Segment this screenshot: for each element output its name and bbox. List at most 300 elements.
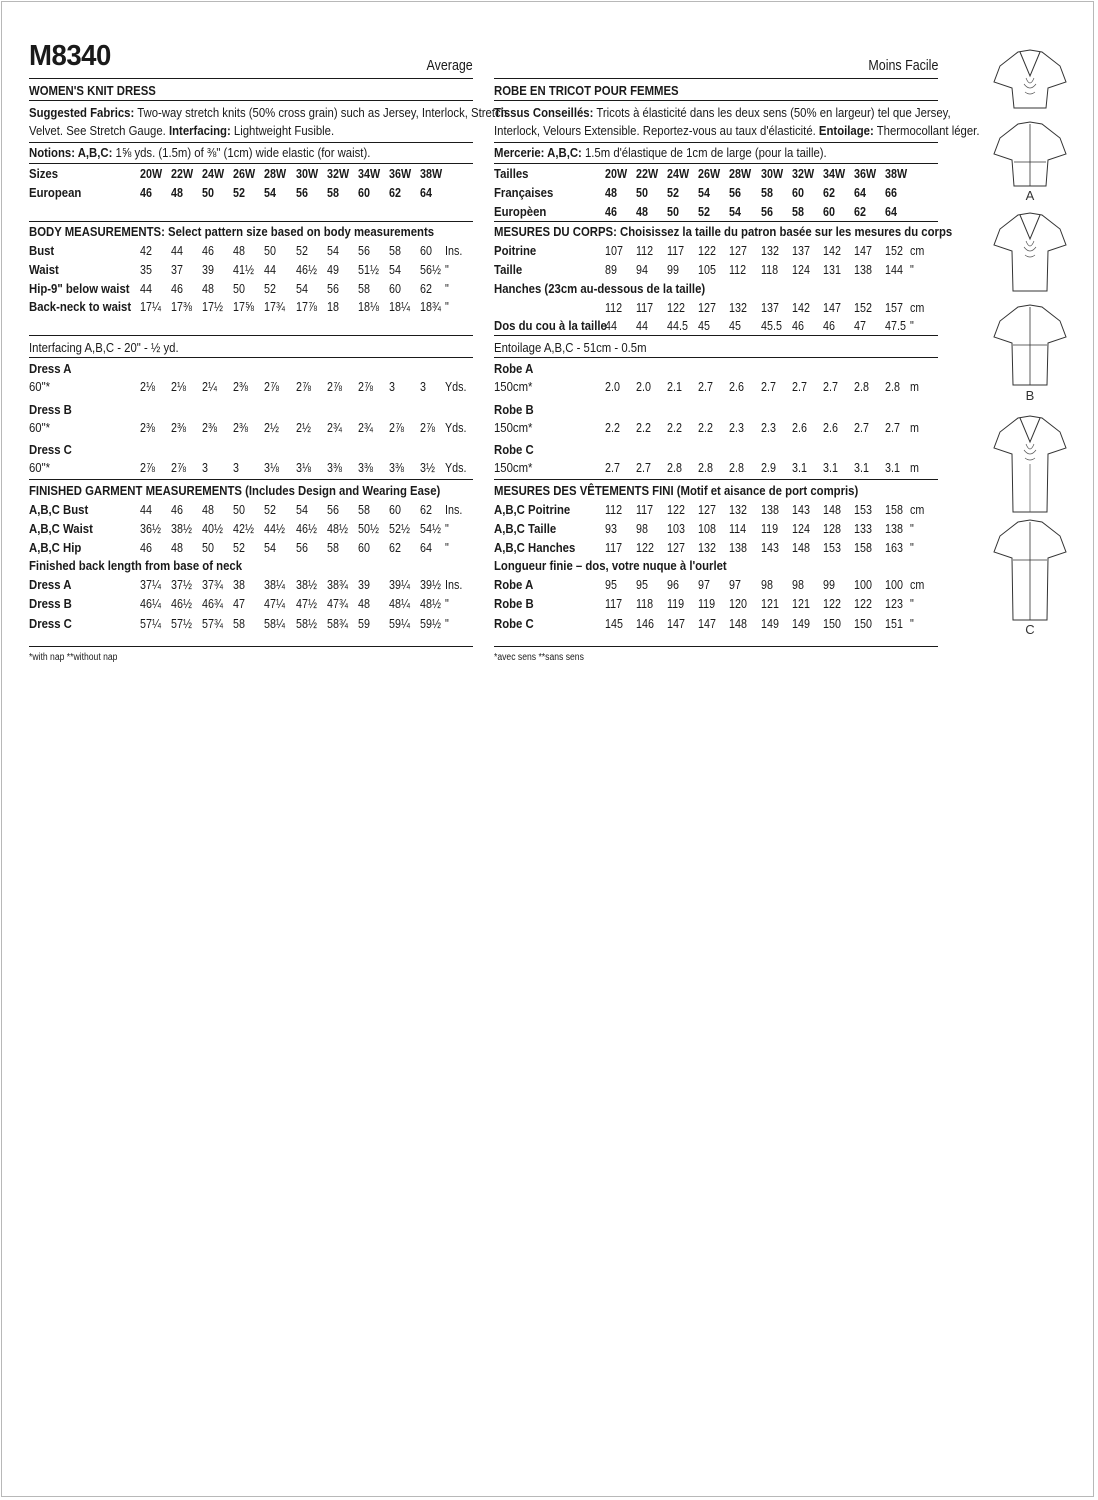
unit-label: " xyxy=(445,615,449,631)
fabric-width: 60"* xyxy=(29,379,51,394)
view-a-front-sketch xyxy=(990,48,1070,110)
unit-label: " xyxy=(445,539,449,555)
value-cell: 148 xyxy=(791,539,810,555)
value-cell: 2⅜ xyxy=(233,379,249,394)
value-cell: 60 xyxy=(419,243,432,258)
back-length-title: Finished back length from base of neck xyxy=(29,558,243,573)
value-cell: 46 xyxy=(202,243,215,258)
value-cell: 59½ xyxy=(419,615,441,631)
value-cell: 62 xyxy=(388,539,401,555)
value-cell: 112 xyxy=(636,243,654,258)
view-b-back-sketch xyxy=(990,303,1070,387)
notions-line xyxy=(29,143,370,162)
value-cell: 46¾ xyxy=(202,596,224,612)
value-cell: 144 xyxy=(884,261,903,277)
hip-label-fr: Hanches (23cm au-dessous de la taille) xyxy=(494,281,706,296)
fabrics-line-1 xyxy=(29,103,507,122)
value-cell: 122 xyxy=(636,539,655,555)
interfacing-value-fr: Thermocollant léger. xyxy=(876,123,980,138)
value-cell: 2.9 xyxy=(760,460,776,475)
unit-label: Yds. xyxy=(445,379,467,394)
unit-label: " xyxy=(445,596,449,612)
value-cell: 54 xyxy=(698,185,711,200)
value-cell: 132 xyxy=(760,243,779,258)
value-cell: 99 xyxy=(822,577,835,592)
value-cell: 152 xyxy=(884,243,903,258)
value-cell: 142 xyxy=(822,243,841,258)
value-cell: 45.5 xyxy=(760,318,782,333)
value-cell: 153 xyxy=(853,502,872,517)
value-cell: 2¼ xyxy=(202,379,218,394)
value-cell: 34W xyxy=(357,166,380,181)
value-cell: 38W xyxy=(419,166,442,181)
unit-label: m xyxy=(910,419,919,435)
unit-label: cm xyxy=(910,243,925,258)
value-cell: 131 xyxy=(822,261,841,277)
finished-title: FINISHED GARMENT MEASUREMENTS (Includes Design and Wearing Ease) xyxy=(29,483,441,498)
row-label: Robe A xyxy=(494,577,534,592)
value-cell: 64 xyxy=(853,185,866,200)
fabrics-line-2-fr xyxy=(494,121,979,140)
interfacing-label-fr: Entoilage: xyxy=(818,123,874,138)
value-cell: 121 xyxy=(791,596,810,612)
value-cell: 58 xyxy=(326,539,339,555)
value-cell: 60 xyxy=(388,280,401,296)
value-cell: 2.7 xyxy=(853,419,869,435)
value-cell: 47¾ xyxy=(326,596,348,612)
dress-label: Dress C xyxy=(29,442,72,457)
dress-label: Robe B xyxy=(494,401,534,417)
value-cell: 147 xyxy=(667,615,686,631)
row-label: Poitrine xyxy=(494,243,537,258)
value-cell: 46 xyxy=(822,318,835,333)
footnote: *with nap **without nap xyxy=(29,652,118,663)
value-cell: 42½ xyxy=(233,520,255,536)
value-cell: 108 xyxy=(698,520,717,536)
unit-label: Yds. xyxy=(445,419,467,435)
value-cell: 122 xyxy=(853,596,872,612)
value-cell: 137 xyxy=(760,300,779,315)
fabrics-text-2: Velvet. See Stretch Gauge. xyxy=(29,123,166,138)
dress-label: Robe C xyxy=(494,442,534,457)
value-cell: 149 xyxy=(791,615,810,631)
divider xyxy=(494,100,938,101)
notions-value-fr: 1.5m d'élastique de 1cm de large (pour la taille). xyxy=(584,145,827,160)
value-cell: 2⅜ xyxy=(233,419,249,435)
value-cell: 137 xyxy=(791,243,810,258)
value-cell: 119 xyxy=(698,596,716,612)
view-label-b: B xyxy=(1025,388,1035,403)
value-cell: 3⅛ xyxy=(264,460,280,475)
view-a-back-sketch xyxy=(990,120,1070,188)
value-cell: 2.2 xyxy=(667,419,683,435)
row-label: Dress B xyxy=(29,596,72,612)
value-cell: 46 xyxy=(791,318,804,333)
view-c-back-sketch xyxy=(990,518,1070,622)
value-cell: 56 xyxy=(357,243,370,258)
value-cell: 20W xyxy=(605,166,628,181)
fabrics-text-2-fr: Interlock, Velours Extensible. Reportez-vous au taux d'élasticité. xyxy=(494,123,816,138)
value-cell: 62 xyxy=(853,204,866,219)
value-cell: 3⅛ xyxy=(295,460,311,475)
value-cell: 44 xyxy=(171,243,184,258)
value-cell: 46½ xyxy=(171,596,193,612)
value-cell: 58 xyxy=(388,243,401,258)
value-cell: 158 xyxy=(884,502,903,517)
value-cell: 56½ xyxy=(419,261,441,277)
value-cell: 17½ xyxy=(202,299,224,315)
value-cell: 51½ xyxy=(357,261,379,277)
value-cell: 46 xyxy=(171,280,184,296)
back-length-title-fr: Longueur finie – dos, votre nuque à l'ourlet xyxy=(494,558,727,573)
value-cell: 52 xyxy=(295,243,308,258)
value-cell: 48 xyxy=(171,185,184,200)
value-cell: 99 xyxy=(667,261,680,277)
value-cell: 132 xyxy=(698,539,717,555)
value-cell: 2.8 xyxy=(698,460,714,475)
value-cell: 48 xyxy=(605,185,617,200)
value-cell: 58 xyxy=(357,502,370,517)
value-cell: 46 xyxy=(140,185,152,200)
divider xyxy=(29,100,473,101)
value-cell: 2.8 xyxy=(667,460,683,475)
value-cell: 147 xyxy=(822,300,841,315)
divider xyxy=(29,335,473,336)
difficulty-level-fr: Moins Facile xyxy=(868,58,938,74)
unit-label: Yds. xyxy=(445,460,467,475)
value-cell: 151 xyxy=(884,615,903,631)
fabrics-text: Two-way stretch knits (50% cross grain) such as Jersey, Interlock, Stretch xyxy=(137,105,507,120)
value-cell: 132 xyxy=(729,502,748,517)
dress-label: Robe A xyxy=(494,361,534,376)
difficulty-level: Average xyxy=(426,58,473,74)
finished-title-fr: MESURES DES VÊTEMENTS FINI (Motif et aisance de port compris) xyxy=(494,483,859,498)
footnote-fr: *avec sens **sans sens xyxy=(494,652,584,663)
value-cell: 64 xyxy=(884,204,897,219)
value-cell: 97 xyxy=(729,577,742,592)
value-cell: 2.7 xyxy=(791,379,807,394)
value-cell: 2.7 xyxy=(636,460,652,475)
value-cell: 149 xyxy=(760,615,779,631)
value-cell: 39 xyxy=(202,261,215,277)
sizes-label: Sizes xyxy=(29,166,59,181)
value-cell: 2.7 xyxy=(884,419,900,435)
value-cell: 56 xyxy=(326,280,339,296)
value-cell: 2½ xyxy=(295,419,311,435)
value-cell: 122 xyxy=(667,300,686,315)
value-cell: 44 xyxy=(605,318,617,333)
value-cell: 38 xyxy=(233,577,246,592)
value-cell: 2.7 xyxy=(605,460,620,475)
value-cell: 2⅞ xyxy=(140,460,155,475)
value-cell: 2⅜ xyxy=(202,419,218,435)
section-title: WOMEN'S KNIT DRESS xyxy=(29,83,156,98)
value-cell: 127 xyxy=(698,300,717,315)
value-cell: 58 xyxy=(233,615,246,631)
value-cell: 52 xyxy=(233,185,246,200)
value-cell: 56 xyxy=(295,185,308,200)
value-cell: 2⅞ xyxy=(295,379,311,394)
value-cell: 3.1 xyxy=(853,460,869,475)
value-cell: 3.1 xyxy=(884,460,900,475)
value-cell: 2.7 xyxy=(822,379,838,394)
value-cell: 103 xyxy=(667,520,686,536)
value-cell: 56 xyxy=(760,204,773,219)
value-cell: 50 xyxy=(202,185,215,200)
value-cell: 2.7 xyxy=(760,379,776,394)
value-cell: 22W xyxy=(171,166,194,181)
value-cell: 98 xyxy=(791,577,804,592)
value-cell: 28W xyxy=(264,166,287,181)
value-cell: 112 xyxy=(605,502,623,517)
value-cell: 2.3 xyxy=(760,419,776,435)
value-cell: 2⅞ xyxy=(171,460,187,475)
value-cell: 58½ xyxy=(295,615,317,631)
row-label: A,B,C Hip xyxy=(29,539,82,555)
value-cell: 138 xyxy=(853,261,872,277)
value-cell: 148 xyxy=(729,615,748,631)
value-cell: 48 xyxy=(202,280,215,296)
value-cell: 44 xyxy=(140,502,152,517)
interfacing-value: Lightweight Fusible. xyxy=(233,123,335,138)
value-cell: 64 xyxy=(419,185,432,200)
value-cell: 138 xyxy=(729,539,748,555)
row-label: Bust xyxy=(29,243,55,258)
value-cell: 58 xyxy=(791,204,804,219)
value-cell: 44 xyxy=(264,261,277,277)
value-cell: 118 xyxy=(636,596,654,612)
value-cell: 143 xyxy=(791,502,810,517)
value-cell: 36W xyxy=(853,166,876,181)
value-cell: 122 xyxy=(667,502,686,517)
divider xyxy=(494,646,938,647)
value-cell: 2.0 xyxy=(636,379,652,394)
value-cell: 59 xyxy=(357,615,370,631)
fabric-width: 150cm* xyxy=(494,419,533,435)
value-cell: 147 xyxy=(698,615,717,631)
value-cell: 123 xyxy=(884,596,903,612)
value-cell: 37¼ xyxy=(140,577,161,592)
dress-label: Dress A xyxy=(29,361,72,376)
value-cell: 56 xyxy=(326,502,339,517)
value-cell: 60 xyxy=(357,185,370,200)
value-cell: 47 xyxy=(853,318,866,333)
value-cell: 3⅜ xyxy=(388,460,404,475)
value-cell: 37¾ xyxy=(202,577,224,592)
value-cell: 163 xyxy=(884,539,903,555)
value-cell: 52 xyxy=(233,539,246,555)
fabrics-line-1-fr xyxy=(494,103,951,122)
value-cell: 26W xyxy=(698,166,721,181)
value-cell: 47 xyxy=(233,596,246,612)
value-cell: 3⅜ xyxy=(326,460,342,475)
fabrics-label: Suggested Fabrics: xyxy=(29,105,135,120)
value-cell: 157 xyxy=(884,300,903,315)
value-cell: 38½ xyxy=(295,577,317,592)
value-cell: 132 xyxy=(729,300,748,315)
value-cell: 128 xyxy=(822,520,841,536)
unit-label: cm xyxy=(910,300,925,315)
value-cell: 2.6 xyxy=(791,419,807,435)
value-cell: 119 xyxy=(667,596,685,612)
value-cell: 46½ xyxy=(295,261,317,277)
value-cell: 42 xyxy=(140,243,152,258)
value-cell: 54½ xyxy=(419,520,441,536)
value-cell: 3 xyxy=(202,460,209,475)
value-cell: 46½ xyxy=(295,520,317,536)
value-cell: 17⅜ xyxy=(171,299,193,315)
value-cell: 105 xyxy=(698,261,717,277)
value-cell: 40½ xyxy=(202,520,224,536)
value-cell: 148 xyxy=(822,502,841,517)
value-cell: 2.7 xyxy=(698,379,714,394)
value-cell: 2.8 xyxy=(853,379,869,394)
value-cell: 18⅛ xyxy=(357,299,379,315)
value-cell: 39¼ xyxy=(388,577,410,592)
fabric-width: 60"* xyxy=(29,419,51,435)
value-cell: 45 xyxy=(729,318,742,333)
value-cell: 146 xyxy=(636,615,655,631)
value-cell: 17¾ xyxy=(264,299,286,315)
fabrics-label-fr: Tissus Conseillés: xyxy=(494,105,594,120)
value-cell: 2⅛ xyxy=(140,379,155,394)
value-cell: 38¾ xyxy=(326,577,348,592)
value-cell: 52½ xyxy=(388,520,410,536)
value-cell: 57½ xyxy=(171,615,193,631)
value-cell: 2.2 xyxy=(698,419,714,435)
value-cell: 119 xyxy=(760,520,778,536)
body-measurements-title: BODY MEASUREMENTS: Select pattern size based on body measurements xyxy=(29,224,435,239)
value-cell: 38¼ xyxy=(264,577,286,592)
unit-label: " xyxy=(910,318,914,333)
fabric-width: 150cm* xyxy=(494,460,533,475)
row-label: Waist xyxy=(29,261,59,277)
unit-label: " xyxy=(445,520,449,536)
unit-label: " xyxy=(910,539,914,555)
value-cell: 57¼ xyxy=(140,615,161,631)
back-neck-label-fr: Dos du cou à la taille xyxy=(494,318,607,333)
value-cell: 62 xyxy=(419,502,432,517)
value-cell: 2⅛ xyxy=(171,379,187,394)
value-cell: 152 xyxy=(853,300,872,315)
value-cell: 2⅞ xyxy=(326,379,342,394)
value-cell: 2⅞ xyxy=(419,419,435,435)
value-cell: 133 xyxy=(853,520,872,536)
unit-label: " xyxy=(445,261,449,277)
french-sizes-label: Françaises xyxy=(494,185,554,200)
value-cell: 117 xyxy=(667,243,685,258)
unit-label: " xyxy=(910,596,914,612)
value-cell: 35 xyxy=(140,261,152,277)
value-cell: 2⅞ xyxy=(264,379,280,394)
value-cell: 62 xyxy=(419,280,432,296)
value-cell: 54 xyxy=(388,261,401,277)
value-cell: 2⅞ xyxy=(388,419,404,435)
value-cell: 36½ xyxy=(140,520,161,536)
body-measurements-title-fr: MESURES DU CORPS: Choisissez la taille du patron basée sur les mesures du corps xyxy=(494,224,953,239)
unit-label: " xyxy=(910,520,914,536)
value-cell: 64 xyxy=(419,539,432,555)
value-cell: 95 xyxy=(605,577,617,592)
value-cell: 50 xyxy=(667,204,680,219)
value-cell: 45 xyxy=(698,318,711,333)
value-cell: 18¼ xyxy=(388,299,410,315)
value-cell: 48 xyxy=(202,502,215,517)
value-cell: 2⅜ xyxy=(140,419,155,435)
value-cell: 37½ xyxy=(171,577,193,592)
value-cell: 48½ xyxy=(326,520,348,536)
value-cell: 59¼ xyxy=(388,615,410,631)
divider xyxy=(29,357,473,358)
value-cell: 3 xyxy=(419,379,426,394)
value-cell: 2½ xyxy=(264,419,280,435)
value-cell: 50½ xyxy=(357,520,379,536)
pattern-code: M8340 xyxy=(29,40,111,72)
value-cell: 28W xyxy=(729,166,752,181)
row-label: A,B,C Poitrine xyxy=(494,502,571,517)
value-cell: 44 xyxy=(636,318,649,333)
interfacing-title: Interfacing A,B,C - 20" - ½ yd. xyxy=(29,340,179,355)
value-cell: 58 xyxy=(760,185,773,200)
value-cell: 50 xyxy=(636,185,649,200)
value-cell: 56 xyxy=(729,185,742,200)
value-cell: 50 xyxy=(264,243,277,258)
value-cell: 142 xyxy=(791,300,810,315)
value-cell: 24W xyxy=(202,166,225,181)
value-cell: 118 xyxy=(760,261,778,277)
value-cell: 24W xyxy=(667,166,690,181)
value-cell: 112 xyxy=(605,300,623,315)
value-cell: 124 xyxy=(791,520,810,536)
value-cell: 117 xyxy=(636,502,654,517)
view-b-front-sketch xyxy=(990,211,1070,293)
value-cell: 2.1 xyxy=(667,379,683,394)
value-cell: 18 xyxy=(326,299,339,315)
value-cell: 50 xyxy=(233,280,246,296)
row-label: Taille xyxy=(494,261,523,277)
row-label: A,B,C Hanches xyxy=(494,539,576,555)
dress-label: Dress B xyxy=(29,401,72,417)
fabric-width: 60"* xyxy=(29,460,51,475)
value-cell: 38W xyxy=(884,166,907,181)
value-cell: 122 xyxy=(822,596,841,612)
row-label: Dress A xyxy=(29,577,72,592)
value-cell: 48¼ xyxy=(388,596,410,612)
row-label: A,B,C Taille xyxy=(494,520,557,536)
unit-label: Ins. xyxy=(445,577,463,592)
value-cell: 17⅞ xyxy=(295,299,317,315)
value-cell: 48½ xyxy=(419,596,441,612)
row-label: Robe B xyxy=(494,596,534,612)
unit-label: Ins. xyxy=(445,243,463,258)
value-cell: 44.5 xyxy=(667,318,689,333)
value-cell: 145 xyxy=(605,615,623,631)
fabrics-text-fr: Tricots à élasticité dans les deux sens (50% en largeur) tel que Jersey, xyxy=(596,105,951,120)
value-cell: 2¾ xyxy=(326,419,342,435)
value-cell: 39 xyxy=(357,577,370,592)
row-label: Robe C xyxy=(494,615,534,631)
value-cell: 97 xyxy=(698,577,711,592)
european-label-fr: Europèen xyxy=(494,204,547,219)
value-cell: 3⅜ xyxy=(357,460,373,475)
value-cell: 107 xyxy=(605,243,623,258)
value-cell: 46¼ xyxy=(140,596,161,612)
value-cell: 47½ xyxy=(295,596,317,612)
value-cell: 3 xyxy=(388,379,395,394)
value-cell: 138 xyxy=(760,502,779,517)
value-cell: 153 xyxy=(822,539,841,555)
value-cell: 114 xyxy=(729,520,747,536)
